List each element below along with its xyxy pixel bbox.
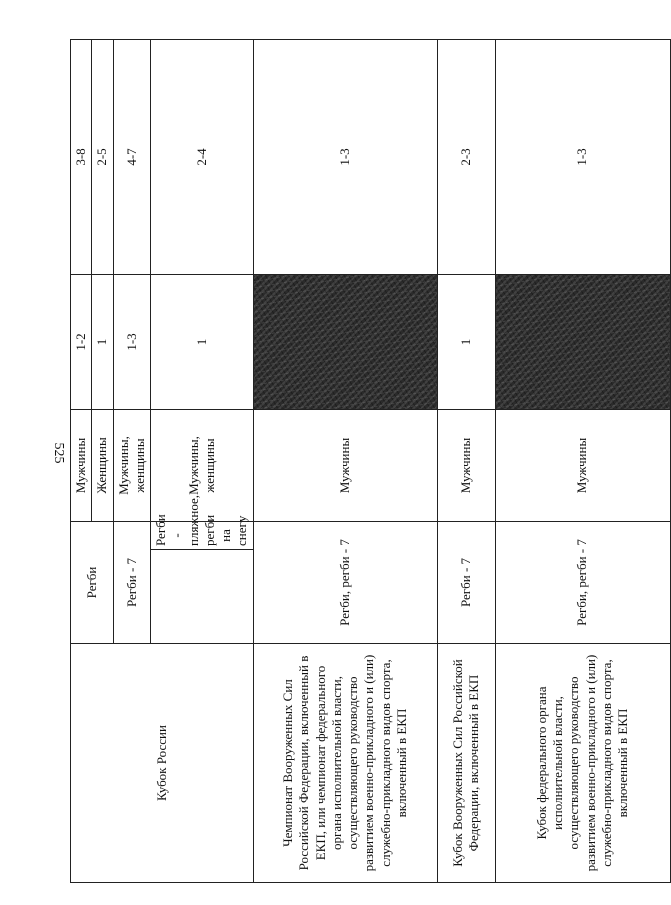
days-cell: 1	[437, 274, 495, 409]
blank-cell	[151, 550, 254, 644]
table-row	[495, 39, 670, 882]
discipline-cell: Регби - 7	[113, 521, 151, 643]
table-row	[71, 39, 92, 882]
participants-cell: 4-7	[113, 39, 151, 274]
competition-table	[70, 39, 671, 883]
discipline-cell: Регби	[71, 521, 114, 643]
competition-name-cell: Кубок федерального органа исполнительной власти, осуществляющего руководство развитием военно-прикладного и (или) служебно-прикладного видов спорта, включенный в ЕКП	[495, 644, 670, 883]
days-cell: 1-3	[113, 274, 151, 409]
group-cell: Женщины	[92, 409, 113, 521]
group-cell: Мужчины, женщины	[113, 409, 151, 521]
participants-cell: 3-8	[71, 39, 92, 274]
group-cell: Мужчины	[71, 409, 92, 521]
rotated-table-wrapper	[70, 50, 630, 883]
table-row	[253, 39, 437, 882]
participants-cell: 2-5	[92, 39, 113, 274]
days-cell: 1	[151, 274, 254, 409]
days-cell-shaded	[495, 274, 670, 409]
discipline-cell: Регби, регби - 7	[253, 521, 437, 643]
table-row	[437, 39, 495, 882]
competition-name-cell: Кубок Вооруженных Сил Российской Федерации, включенный в ЕКП	[437, 644, 495, 883]
participants-cell: 2-4	[151, 39, 254, 274]
group-cell: Мужчины	[495, 409, 670, 521]
group-cell: Мужчины, женщины	[151, 409, 254, 521]
participants-cell: 1-3	[495, 39, 670, 274]
competition-name-cell: Чемпионат Вооруженных Сил Российской Федерации, включенный в ЕКП, или чемпионат федерального органа исполнительной власти, осуществляющего руководство развитием военно-прикладного и (или) служебно-прикладного видов спорта, включенный в ЕКП	[253, 644, 437, 883]
discipline-cell: Регби - 7	[437, 521, 495, 643]
competition-title: Кубок России	[153, 725, 169, 801]
participants-cell: 1-3	[253, 39, 437, 274]
discipline-cell: Регби, регби - 7	[495, 521, 670, 643]
days-cell-shaded	[253, 274, 437, 409]
page-number: 525	[51, 442, 66, 464]
days-cell: 1	[92, 274, 113, 409]
competition-name-cell	[71, 644, 254, 883]
participants-cell: 2-3	[437, 39, 495, 274]
group-cell: Мужчины	[437, 409, 495, 521]
group-cell: Мужчины	[253, 409, 437, 521]
days-cell: 1-2	[71, 274, 92, 409]
discipline-cell: Регби - пляжное, регби на снегу	[151, 521, 254, 549]
